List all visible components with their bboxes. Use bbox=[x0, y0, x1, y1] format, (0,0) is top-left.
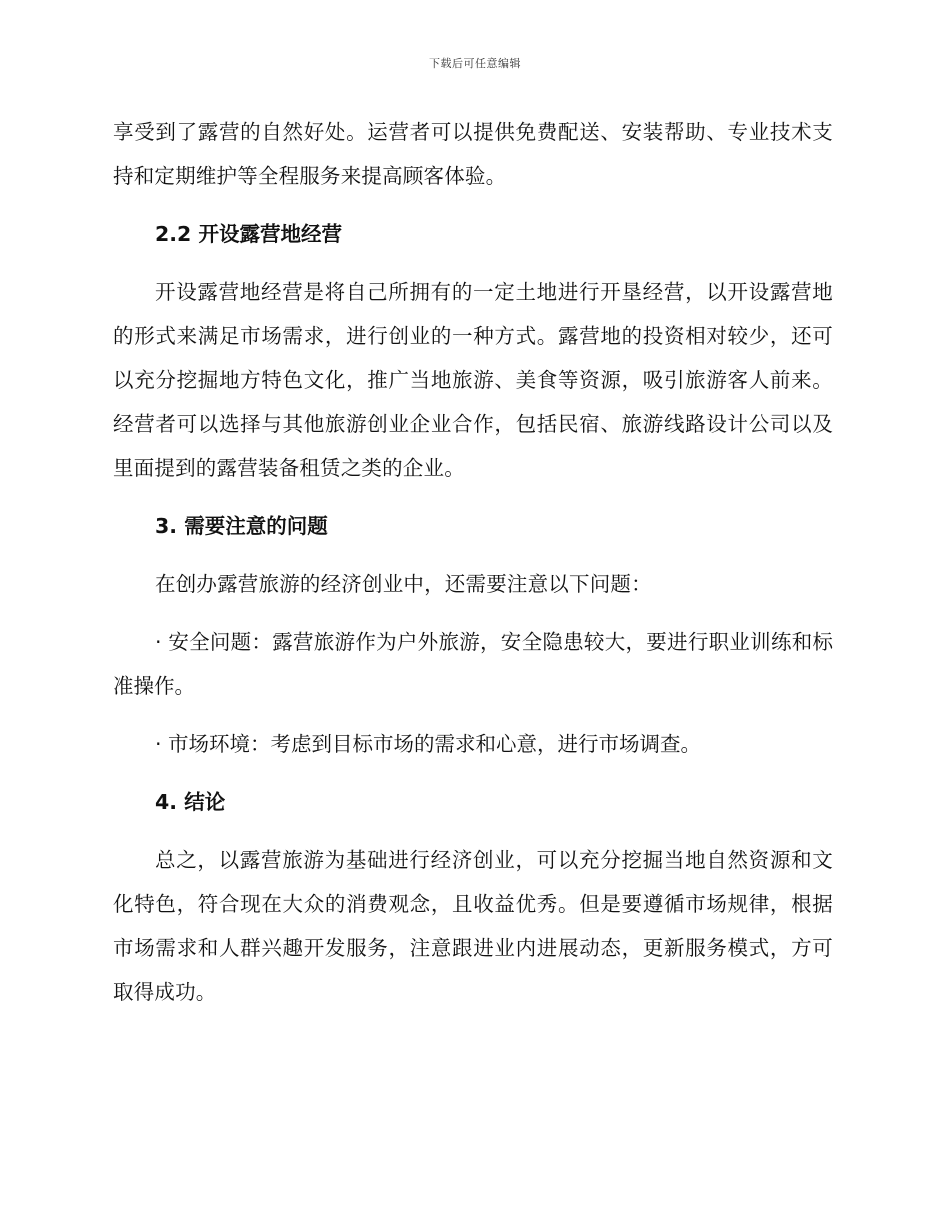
paragraph-campsite: 开设露营地经营是将自己所拥有的一定土地进行开垦经营，以开设露营地的形式来满足市场需求，进行创业的一种方式。露营地的投资相对较少，还可以充分挖掘地方特色文化，推广当地旅游、美食等资源，吸引旅游客人前来。经营者可以选择与其他旅游创业企业合作，包括民宿、旅游线路设计公司以及里面提到的露营装备租赁之类的企业。 bbox=[113, 280, 833, 480]
paragraph-issues-intro: 在创办露营旅游的经济创业中，还需要注意以下问题： bbox=[155, 572, 652, 596]
paragraph-service: 享受到了露营的自然好处。运营者可以提供免费配送、安装帮助、专业技术支持和定期维护等全程服务来提高顾客体验。 bbox=[113, 120, 833, 188]
header-note: 下载后可任意编辑 bbox=[429, 57, 521, 70]
bullet-market: · 市场环境：考虑到目标市场的需求和心意，进行市场调查。 bbox=[155, 732, 702, 756]
document-body bbox=[113, 110, 833, 1014]
section-heading-3: 3. 需要注意的问题 bbox=[155, 514, 328, 538]
section-heading-2-2: 2.2 开设露营地经营 bbox=[155, 222, 342, 246]
paragraph-conclusion: 总之，以露营旅游为基础进行经济创业，可以充分挖掘当地自然资源和文化特色，符合现在大众的消费观念，且收益优秀。但是要遵循市场规律，根据市场需求和人群兴趣开发服务，注意跟进业内进展动态，更新服务模式，方可取得成功。 bbox=[113, 848, 833, 1004]
section-heading-4: 4. 结论 bbox=[155, 790, 226, 814]
bullet-safety: · 安全问题：露营旅游作为户外旅游，安全隐患较大，要进行职业训练和标准操作。 bbox=[113, 630, 833, 698]
